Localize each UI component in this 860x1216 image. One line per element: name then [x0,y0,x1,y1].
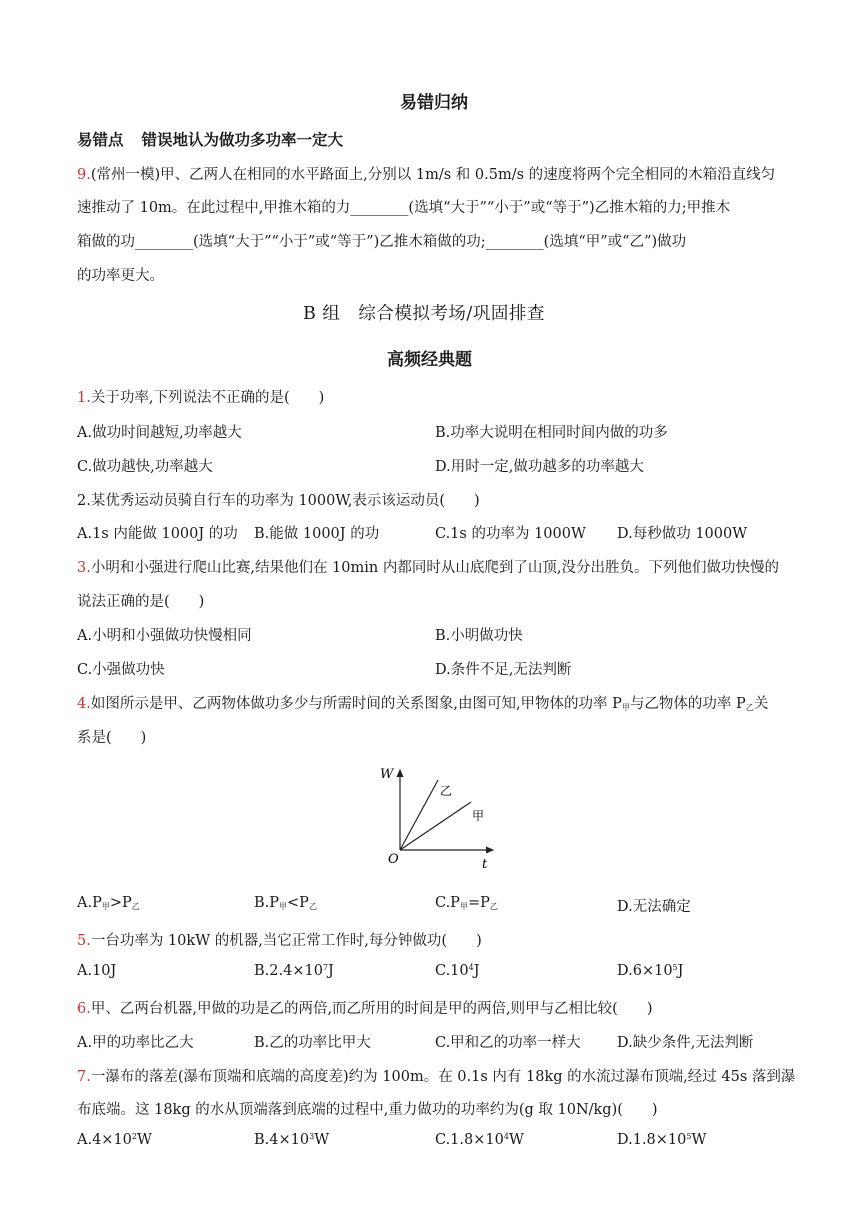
question-7-option-b: $B.4\times 10^3W$ [254,1132,330,1148]
question-1-option-b: B.功率大说明在相同时间内做的功多 [435,425,668,441]
question-5-option-c: $C.10^4J$ [435,963,480,979]
error-point-text: 错误地认为做功多功率一定大 [141,131,344,149]
question-7-option-c: $C.1.8\times 10^4W$ [435,1132,524,1148]
question-1-stem: 1.关于功率,下列说法不正确的是( ) [77,390,325,406]
work-time-graph [368,760,498,872]
section-title: 易错归纳 [400,93,468,113]
question-9-line-2: 速推动了 10m。在此过程中,甲推木箱的力________(选填“大于”“小于”或“等于”)乙推木箱的力;甲推木 [77,200,731,216]
question-6-option-a: A.甲的功率比乙大 [77,1035,194,1051]
question-6-option-d: D.缺少条件,无法判断 [617,1035,754,1051]
question-5-option-b: $B.2.4\times 10^7J$ [254,963,334,979]
question-4-option-d: D.无法确定 [617,899,691,915]
question-6-option-c: C.甲和乙的功率一样大 [435,1035,581,1051]
question-2-option-a: A.1s 内能做 1000J 的功 [77,526,238,542]
question-1-option-d: D.用时一定,做功越多的功率越大 [435,459,644,475]
question-9-line-4: 的功率更大。 [77,268,164,284]
question-3-option-c: C.小强做功快 [77,662,165,678]
question-4-line-2: 系是( ) [77,730,147,746]
question-7-option-a: $A.4\times 10^2W$ [77,1132,152,1148]
question-7-line-2: 布底端。这 18kg 的水从顶端落到底端的过程中,重力做功的功率约为(g 取 10N/kg)( ) [77,1102,658,1118]
sub-title: 高频经典题 [387,350,472,370]
question-3-line-1: 3.小明和小强进行爬山比赛,结果他们在 10min 内都同时从山底爬到了山顶,没分出胜负。下列他们做功快慢的 [77,560,779,576]
question-7-line-1: 7.一瀑布的落差(瀑布顶端和底端的高度差)约为 100m。在 0.1s 内有 18kg 的水流过瀑布顶端,经过 45s 落到瀑 [77,1069,796,1085]
question-2-option-c: C.1s 的功率为 1000W [435,526,586,542]
question-9-line-1: 9.(常州一模)甲、乙两人在相同的水平路面上,分别以 1m/s 和 0.5m/s 的速度将两个完全相同的木箱沿直线匀 [77,167,776,183]
line-jia-label: 甲 [472,809,485,823]
question-4-option-c: $C.P_甲=P_乙$ [435,895,498,911]
origin-label: O [388,852,399,867]
question-number: 9. [77,167,91,183]
question-3-line-2: 说法正确的是( ) [77,594,205,610]
question-2-option-d: D.每秒做功 1000W [617,526,748,542]
question-4-option-a: $A.P_甲>P_乙$ [77,895,140,911]
question-3-option-d: D.条件不足,无法判断 [435,662,572,678]
error-point-heading [77,128,343,150]
question-3-option-a: A.小明和小强做功快慢相同 [77,628,252,644]
error-point-label: 易错点 [77,131,124,149]
line-jia [400,802,471,850]
question-5-option-a: A.10J [77,963,117,979]
line-yi-label: 乙 [440,784,453,798]
question-2-stem: 2.某优秀运动员骑自行车的功率为 1000W,表示该运动员( ) [77,493,480,509]
question-9-line-3: 箱做的功________(选填“大于”“小于”或“等于”)乙推木箱做的功;________(选填“甲”或“乙”)做功 [77,234,687,250]
question-2-option-b: B.能做 1000J 的功 [254,526,380,542]
question-5-option-d: $D.6\times 10^5J$ [617,963,684,979]
question-1-option-a: A.做功时间越短,功率越大 [77,425,242,441]
question-4-line-1: 4.如图所示是甲、乙两物体做功多少与所需时间的关系图象,由图可知,甲物体的功率 $P_甲$与乙物体的功率 $P_乙$关 [77,696,769,712]
question-5-stem: 5.一台功率为 10kW 的机器,当它正常工作时,每分钟做功( ) [77,933,482,949]
y-axis-label: W [380,767,394,782]
question-3-option-b: B.小明做功快 [435,628,523,644]
line-yi [400,780,438,850]
question-6-stem: 6.甲、乙两台机器,甲做的功是乙的两倍,而乙所用的时间是甲的两倍,则甲与乙相比较( ) [77,1001,653,1017]
question-4-option-b: $B.P_甲<P_乙$ [254,895,317,911]
question-1-option-c: C.做功越快,功率越大 [77,459,213,475]
question-7-option-d: $D.1.8\times 10^5W$ [617,1132,707,1148]
x-axis-label: t [482,857,488,872]
question-6-option-b: B.乙的功率比甲大 [254,1035,371,1051]
group-title: B 组 综合模拟考场/巩固排查 [303,304,545,324]
